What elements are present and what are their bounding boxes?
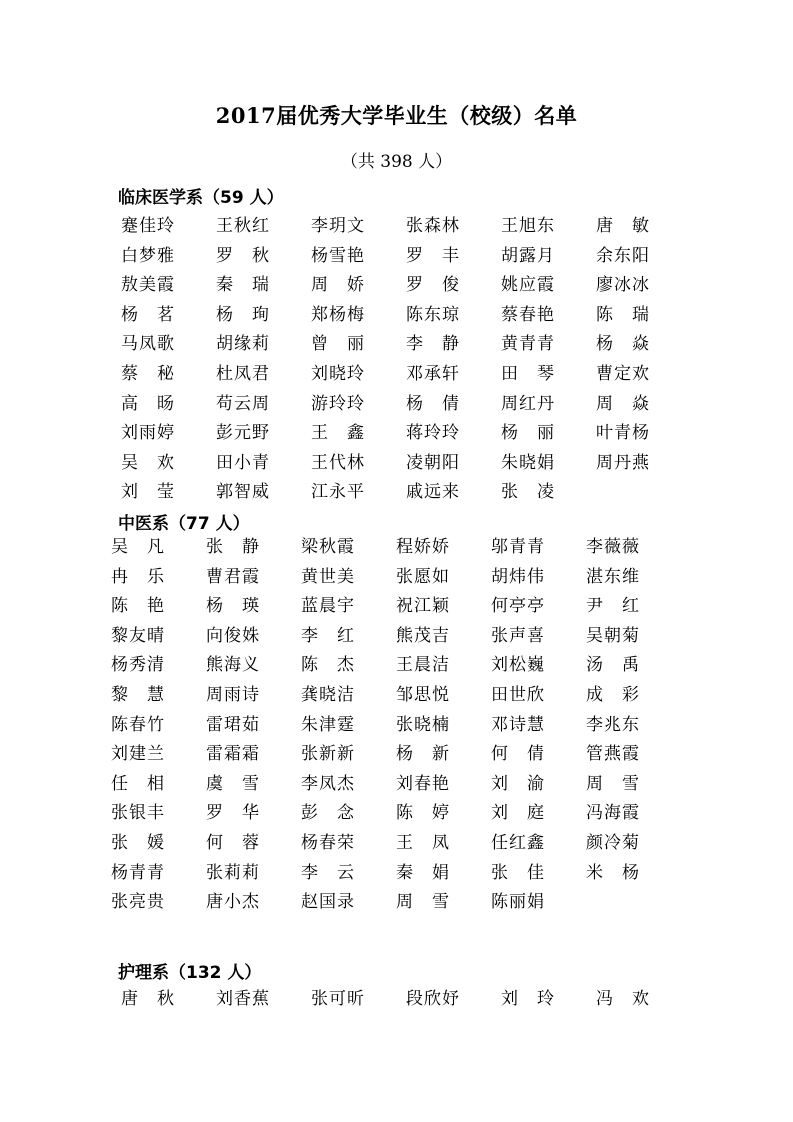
student-name: 任 相 [111,773,165,794]
student-name: 黎 慧 [111,684,165,705]
student-name: 王 凤 [396,832,450,853]
student-name: 陈 婷 [396,803,450,824]
student-name: 王旭东 [501,216,555,236]
student-name: 张 凌 [501,482,555,503]
student-name: 张莉莉 [206,862,260,883]
student-name: 蔡春艳 [501,304,555,325]
student-name: 杨秀清 [111,655,165,676]
student-name: 李 云 [301,862,355,883]
student-name: 廖冰冰 [596,275,650,296]
student-name: 罗 丰 [406,245,460,266]
student-name: 赵国录 [301,892,355,913]
student-name: 杨 倩 [406,393,460,414]
student-name: 李兆东 [586,714,640,735]
student-name: 段欣妤 [406,989,460,1009]
student-name: 白梦雅 [121,245,175,266]
student-name: 雷珺茹 [206,714,260,735]
student-name: 陈春竹 [111,714,165,735]
student-name: 程娇娇 [396,537,450,557]
student-name: 何亭亭 [491,596,545,617]
student-name: 杨春荣 [301,832,355,853]
page-subtitle: （共 398 人） [340,152,453,172]
student-name: 冯 欢 [596,989,650,1009]
student-name: 刘香蕉 [216,989,270,1009]
student-name: 王代林 [311,452,365,473]
student-name: 邬青青 [491,537,545,557]
student-name: 成 彩 [586,684,640,705]
student-name: 杨 丽 [501,423,555,444]
student-name: 李 静 [406,334,460,355]
student-name: 王 鑫 [311,423,365,444]
student-name: 叶青杨 [596,423,650,444]
student-name: 张愿如 [396,566,450,587]
student-name: 蔡 秘 [121,363,175,384]
student-name: 陈 杰 [301,655,355,676]
student-name: 陈 瑞 [596,304,650,325]
student-name: 杜凤君 [216,363,270,384]
student-name: 张森林 [406,216,460,236]
student-name: 王晨洁 [396,655,450,676]
student-name: 田 琴 [501,363,555,384]
student-name: 刘 莹 [121,482,175,503]
student-name: 敖美霞 [121,275,175,296]
student-name: 张 佳 [491,862,545,883]
student-name: 邓承轩 [406,363,460,384]
student-name: 虞 雪 [206,773,260,794]
student-name: 曹定欢 [596,363,650,384]
name-list-tcm [111,533,681,918]
student-name: 刘 庭 [491,803,545,824]
student-name: 刘 玲 [501,989,555,1009]
student-name: 周 焱 [596,393,650,414]
student-name: 张 静 [206,537,260,557]
student-name: 田世欣 [491,684,545,705]
student-name: 李 红 [301,625,355,646]
student-name: 黄青青 [501,334,555,355]
student-name: 陈东琼 [406,304,460,325]
student-name: 戚远来 [406,482,460,503]
student-name: 颜冷菊 [586,832,640,853]
student-name: 张银丰 [111,803,165,824]
student-name: 黄世美 [301,566,355,587]
section-heading-nursing: 护理系（132 人） [118,963,262,983]
student-name: 杨 瑛 [206,596,260,617]
student-name: 田小青 [216,452,270,473]
name-list-nursing [121,985,691,1015]
student-name: 管燕霞 [586,744,640,765]
student-name: 张晓楠 [396,714,450,735]
student-name: 吴 欢 [121,452,175,473]
section-heading-clinical: 临床医学系（59 人） [118,188,284,208]
student-name: 熊海义 [206,655,260,676]
section-heading-tcm: 中医系（77 人） [118,514,250,534]
student-name: 胡露月 [501,245,555,266]
student-name: 汤 禹 [586,655,640,676]
student-name: 陈 艳 [111,596,165,617]
student-name: 周丹燕 [596,452,650,473]
student-name: 李玥文 [311,216,365,236]
student-name: 唐 敏 [596,216,650,236]
student-name: 杨 珣 [216,304,270,325]
student-name: 梁秋霞 [301,537,355,557]
student-name: 刘春艳 [396,773,450,794]
student-name: 蒋玲玲 [406,423,460,444]
student-name: 唐 秋 [121,989,175,1009]
student-name: 李薇薇 [586,537,640,557]
student-name: 姚应霞 [501,275,555,296]
student-name: 唐小杰 [206,892,260,913]
student-name: 周 雪 [396,892,450,913]
student-name: 秦 瑞 [216,275,270,296]
student-name: 蹇佳玲 [121,216,175,236]
student-name: 雷霜霜 [206,744,260,765]
student-name: 周 雪 [586,773,640,794]
student-name: 高 旸 [121,393,175,414]
student-name: 吴朝菊 [586,625,640,646]
student-name: 郑杨梅 [311,304,365,325]
student-name: 张亮贵 [111,892,165,913]
student-name: 米 杨 [586,862,640,883]
student-name: 龚晓洁 [301,684,355,705]
student-name: 刘建兰 [111,744,165,765]
student-name: 江永平 [311,482,365,503]
student-name: 周红丹 [501,393,555,414]
student-name: 任红鑫 [491,832,545,853]
student-name: 冉 乐 [111,566,165,587]
student-name: 朱津霆 [301,714,355,735]
student-name: 吴 凡 [111,537,165,557]
student-name: 余东阳 [596,245,650,266]
student-name: 刘 渝 [491,773,545,794]
student-name: 何 蓉 [206,832,260,853]
student-name: 周雨诗 [206,684,260,705]
student-name: 杨 茗 [121,304,175,325]
student-name: 罗 秋 [216,245,270,266]
student-name: 张 媛 [111,832,165,853]
student-name: 彭 念 [301,803,355,824]
student-name: 罗 华 [206,803,260,824]
student-name: 朱晓娟 [501,452,555,473]
student-name: 罗 俊 [406,275,460,296]
student-name: 凌朝阳 [406,452,460,473]
student-name: 张新新 [301,744,355,765]
student-name: 何 倩 [491,744,545,765]
student-name: 杨 焱 [596,334,650,355]
student-name: 杨雪艳 [311,245,365,266]
student-name: 邹思悦 [396,684,450,705]
student-name: 王秋红 [216,216,270,236]
student-name: 曹君霞 [206,566,260,587]
student-name: 张声喜 [491,625,545,646]
student-name: 熊茂吉 [396,625,450,646]
student-name: 杨 新 [396,744,450,765]
student-name: 曾 丽 [311,334,365,355]
student-name: 李凤杰 [301,773,355,794]
student-name: 郭智威 [216,482,270,503]
student-name: 蓝晨宇 [301,596,355,617]
student-name: 刘晓玲 [311,363,365,384]
student-name: 彭元野 [216,423,270,444]
page-title: 2017届优秀大学毕业生（校级）名单 [215,103,578,128]
student-name: 苟云周 [216,393,270,414]
student-name: 刘雨婷 [121,423,175,444]
student-name: 马凤歌 [121,334,175,355]
student-name: 游玲玲 [311,393,365,414]
student-name: 尹 红 [586,596,640,617]
student-name: 湛东维 [586,566,640,587]
student-name: 邓诗慧 [491,714,545,735]
name-list-clinical [121,212,691,508]
student-name: 杨青青 [111,862,165,883]
student-name: 陈丽娟 [491,892,545,913]
student-name: 向俊姝 [206,625,260,646]
student-name: 刘松巍 [491,655,545,676]
student-name: 胡缘莉 [216,334,270,355]
student-name: 祝江颖 [396,596,450,617]
student-name: 张可昕 [311,989,365,1009]
student-name: 冯海霞 [586,803,640,824]
student-name: 秦 娟 [396,862,450,883]
student-name: 胡炜伟 [491,566,545,587]
student-name: 黎友晴 [111,625,165,646]
student-name: 周 娇 [311,275,365,296]
